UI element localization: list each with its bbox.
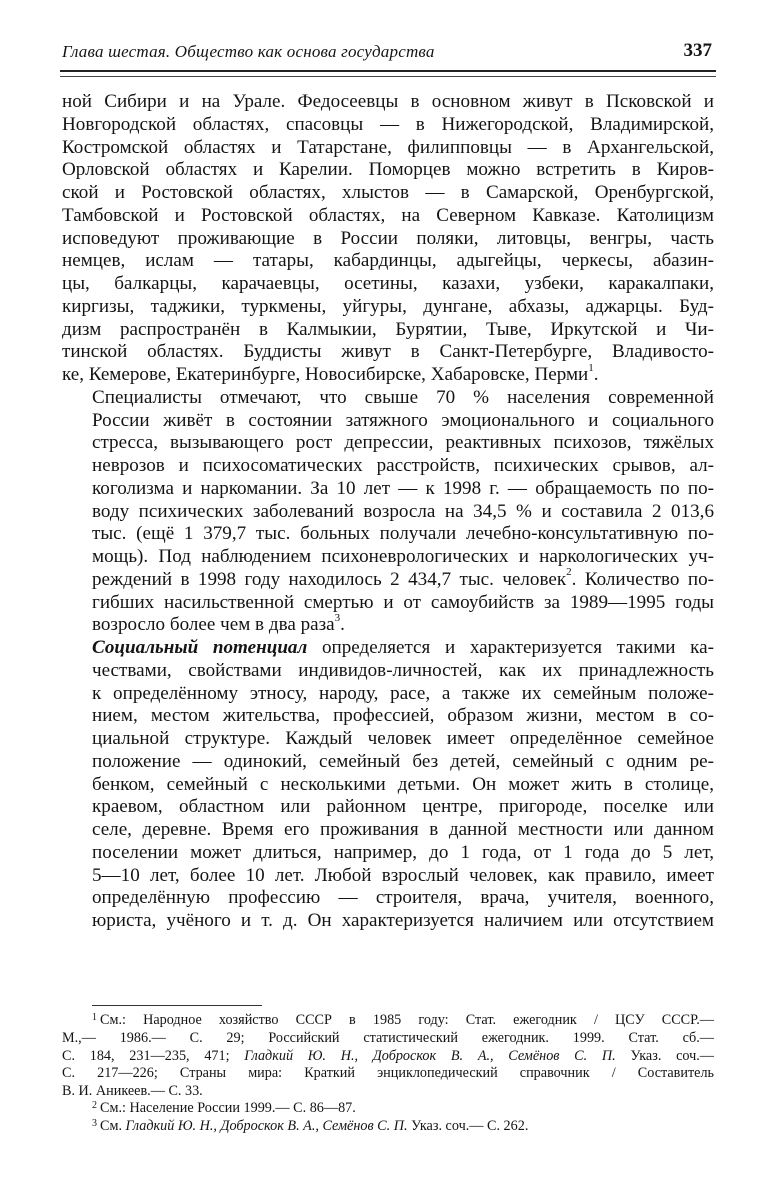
- text-run: реждений в 1998 году находилось 2 434,7 тыс. человек: [92, 568, 567, 590]
- text-run: Указ. соч.—: [615, 1047, 714, 1064]
- text-line: тинской областях. Буддисты живут в Санкт-Петербурге, Владивосто-: [62, 341, 714, 363]
- paragraph-1: [62, 91, 714, 387]
- text-line: [62, 566, 714, 592]
- text-line: ской и Ростовской областях, хлыстов — в Самарской, Оренбургской,: [62, 182, 714, 203]
- text-line: воду психических заболеваний возросла на 34,5 % и составила 2 013,6: [92, 500, 714, 522]
- text-line: неврозов и психосоматических расстройств, психических срывов, ал-: [92, 455, 714, 476]
- paragraph-3: [62, 637, 714, 933]
- text-line: нием, местом жительства, профессией, образом жизни, местом в со-: [92, 705, 714, 727]
- text-line: чествами, свойствами индивидов-личностей, как их принадлежность: [92, 659, 714, 681]
- text-line: [62, 611, 714, 637]
- text-line: тыс. (ещё 1 379,7 тыс. больных получали лечебно-консультативную по-: [92, 523, 714, 545]
- text-line: циальной структуре. Каждый человек имеет определённое семейное: [92, 728, 714, 749]
- header-rule-thin: [60, 76, 716, 77]
- footnote-mark-3: 3: [92, 1118, 97, 1130]
- text-run: ке, Кемерове, Екатеринбурге, Новосибирске, Хабаровске, Перми: [62, 364, 589, 385]
- text-line: краевом, областном или районном центре, пригороде, поселке или: [92, 796, 714, 818]
- page-number: 337: [683, 40, 712, 61]
- text-line: Новгородской областях, спасовцы — в Нижегородской, Владимирской,: [62, 113, 714, 135]
- text-line: дизм распространён в Калмыкии, Бурятии, Тыве, Иркутской и Чи-: [62, 318, 714, 340]
- footnote-1-line: М.,— 1986.— С. 29; Российский статистический ежегодник. 1999. Стат. сб.—: [62, 1030, 714, 1047]
- footnote-1-line: [62, 1012, 714, 1030]
- text-run: Указ. соч.— С. 262.: [407, 1118, 529, 1135]
- text-line: мощь). Под наблюдением психоневрологических и наркологических уч-: [92, 546, 714, 567]
- text-run: См.: [100, 1118, 126, 1135]
- footnote-mark-1: 1: [92, 1012, 97, 1023]
- footnote-1-line: С. 217—226; Страны мира: Краткий энциклопедический справочник / Составитель: [62, 1065, 714, 1082]
- text-line: бенком, семейный с несколькими детьми. Он может жить в столице,: [92, 773, 714, 795]
- text-line: [62, 361, 714, 387]
- text-line: немцев, ислам — татары, кабардинцы, адыгейцы, черкесы, абазин-: [62, 250, 714, 272]
- text-run: . Количество по-: [571, 568, 714, 590]
- text-line: Орловской областях и Карелии. Поморцев можно встретить в Киров-: [62, 159, 714, 181]
- text-line: Специалисты отмечают, что свыше 70 % населения современной: [92, 386, 714, 408]
- footnote-2: [62, 1100, 714, 1118]
- text-run: возросло более чем в два раза: [92, 614, 335, 636]
- paragraph-2: [62, 387, 714, 637]
- text-line: селе, деревне. Время его проживания в данной местности или данном: [92, 819, 714, 840]
- footnote-rule: [92, 1005, 262, 1006]
- footnote-ref-3[interactable]: 3: [334, 611, 341, 624]
- text-run: .: [593, 364, 599, 385]
- text-run: .: [340, 614, 345, 636]
- footnotes: [62, 1012, 714, 1137]
- term-social-potential: Социальный потенциал: [92, 637, 308, 658]
- footnote-mark-2: 2: [92, 1100, 97, 1112]
- footnote-1-line: [62, 1048, 714, 1065]
- text-line: 5—10 лет, более 10 лет. Любой взрослый человек, как правило, имеет: [92, 864, 714, 886]
- text-line: исповедуют проживающие в России поляки, литовцы, венгры, часть: [62, 227, 714, 249]
- text-line: определённую профессию — строителя, врача, учителя, военного,: [92, 887, 714, 909]
- text-line: стресса, вызывающего рост депрессии, реактивных психозов, тяжёлых: [92, 432, 714, 454]
- text-line: к определённому этносу, народу, расе, а также их семейным положе-: [92, 682, 714, 704]
- text-line: гибших насильственной смертью и от самоубийств за 1989—1995 годы: [92, 591, 714, 613]
- text-line: коголизма и наркомании. За 10 лет — к 1998 г. — обращаемость по по-: [92, 477, 714, 499]
- text-line: Тамбовской и Ростовской областях, на Северном Кавказе. Католицизм: [62, 204, 714, 226]
- footnote-ref-1[interactable]: 1: [588, 361, 594, 374]
- text-line: Костромской областях и Татарстане, филипповцы — в Архангельской,: [62, 136, 714, 158]
- text-run: С. 184, 231—235, 471;: [62, 1047, 245, 1064]
- footnote-ref-2[interactable]: 2: [566, 566, 572, 579]
- text-line: киргизы, таджики, туркмены, уйгуры, дунгане, абхазы, аджарцы. Буд-: [62, 295, 714, 317]
- text-line: [62, 637, 714, 660]
- text-run: См.: Народное хозяйство СССР в 1985 году: Стат. ежегодник / ЦСУ СССР.—: [100, 1012, 714, 1028]
- text-line: России живёт в состоянии затяжного эмоционального и социального: [92, 409, 714, 431]
- page-header: [62, 38, 714, 70]
- text-run: См.: Население России 1999.— С. 86—87.: [100, 1100, 356, 1117]
- author-names: Гладкий Ю. Н., Доброскок В. А., Семёнов С. П.: [125, 1118, 408, 1135]
- footnote-3: [62, 1118, 714, 1136]
- header-rule-thick: [60, 70, 716, 72]
- main-text: [62, 91, 714, 933]
- text-line: положение — одинокий, семейный без детей, семейный с одним ре-: [92, 750, 714, 772]
- text-line: поселении может длиться, например, до 1 года, от 1 года до 5 лет,: [92, 841, 714, 863]
- text-run: определяется и характеризуется такими ка-: [307, 637, 715, 658]
- text-line: ной Сибири и на Урале. Федосеевцы в основном живут в Псковской и: [62, 91, 714, 112]
- running-title: Глава шестая. Общество как основа государства: [62, 42, 435, 61]
- author-names: Гладкий Ю. Н., Доброскок В. А., Семёнов С. П.: [244, 1047, 616, 1064]
- footnote-1-line: В. И. Аникеев.— С. 33.: [62, 1082, 203, 1099]
- text-line: юриста, учёного и т. д. Он характеризуется наличием или отсутствием: [92, 910, 714, 931]
- text-line: цы, балкарцы, карачаевцы, осетины, казахи, узбеки, каракалпаки,: [62, 273, 714, 294]
